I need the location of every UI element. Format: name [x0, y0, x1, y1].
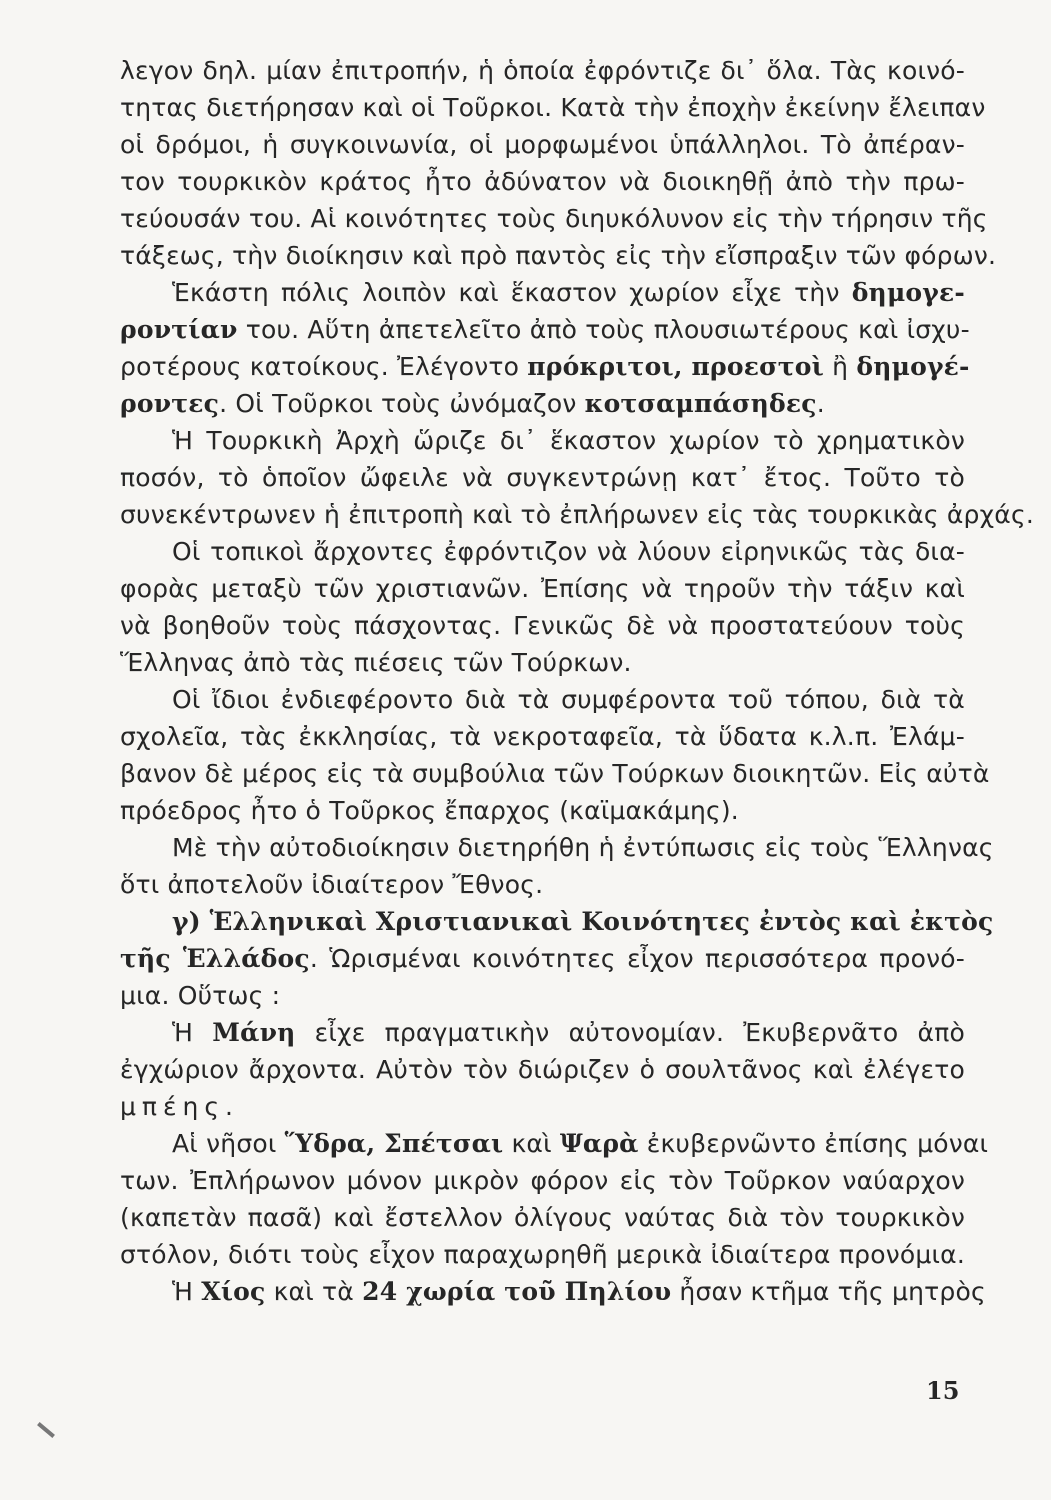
term-mani: Μάνη — [212, 1018, 296, 1047]
text-line: Ἡ Τουρκικὴ Ἀρχὴ ὥριζε δι᾽ ἕκαστον χωρίον τὸ χρηματικὸν — [172, 426, 965, 455]
term-demogerontes: δημογέ- — [856, 352, 970, 381]
paragraph-islands — [120, 1125, 989, 1273]
paragraph-chios — [120, 1273, 986, 1310]
text-line: (καπετὰν πασᾶ) καὶ ἔστελλον ὀλίγους ναύτας διὰ τὸν τουρκικὸν — [120, 1203, 965, 1232]
page-number: 15 — [926, 1376, 960, 1405]
scan-mark — [37, 1422, 55, 1438]
text-line: φορὰς μεταξὺ τῶν χριστιανῶν. Ἐπίσης νὰ τηροῦν τὴν τάξιν καὶ — [120, 574, 965, 603]
term-prokritoi: πρόκριτοι, προεστοὶ — [527, 352, 824, 381]
section-title: γ) Ἑλληνικαὶ Χριστιανικαὶ Κοινότητες ἐντὸς καὶ ἐκτὸς — [172, 907, 994, 936]
term-kotsampasides: κοτσαμπάσηδες — [584, 389, 817, 418]
text-line: Μὲ τὴν αὐτοδιοίκησιν διετηρήθη ἡ ἐντύπωσις εἰς τοὺς Ἕλληνας — [172, 833, 994, 862]
term-hydra-spetses: Ὕδρα, Σπέτσαι — [284, 1129, 504, 1158]
body-text — [120, 52, 1034, 1310]
text-line: οἱ δρόμοι, ἡ συγκοινωνία, οἱ μορφωμένοι ὑπάλληλοι. Τὸ ἀπέραν- — [120, 130, 965, 159]
text-line: τητας διετήρησαν καὶ οἱ Τοῦρκοι. Κατὰ τὴν ἐποχὴν ἐκείνην ἔλειπαν — [120, 93, 986, 122]
text-line: ἐγχώριον ἄρχοντα. Αὐτὸν τὸν διώριζεν ὁ σουλτᾶνος καὶ ἐλέγετο — [120, 1055, 965, 1084]
text-line: ροτέρους κατοίκους. Ἐλέγοντο πρόκριτοι, προεστοὶ ἢ δημογέ- — [120, 352, 970, 381]
text-line: συνεκέντρωνεν ἡ ἐπιτροπὴ καὶ τὸ ἐπλήρωνεν εἰς τὰς τουρκικὰς ἀρχάς. — [120, 500, 1034, 529]
term-chios: Χίος — [201, 1277, 266, 1306]
term-pelion-villages: 24 χωρία τοῦ Πηλίου — [362, 1277, 672, 1306]
text-line: Ἕλληνας ἀπὸ τὰς πιέσεις τῶν Τούρκων. — [120, 648, 632, 677]
text-line: τον τουρκικὸν κράτος ἦτο ἀδύνατον νὰ διοικηθῇ ἀπὸ τὴν πρω- — [120, 167, 965, 196]
text-line: Οἱ ἴδιοι ἐνδιεφέροντο διὰ τὰ συμφέροντα τοῦ τόπου, διὰ τὰ — [172, 685, 965, 714]
text-line: πρόεδρος ἦτο ὁ Τοῦρκος ἔπαρχος (καϊμακάμης). — [120, 796, 739, 825]
text-line: στόλον, διότι τοὺς εἶχον παραχωρηθῆ μερικὰ ἰδιαίτερα προνόμια. — [120, 1240, 965, 1269]
paragraph-6 — [120, 829, 994, 903]
paragraph-5 — [120, 681, 990, 829]
text-line: Ἡ Μάνη εἶχε πραγματικὴν αὐτονομίαν. Ἐκυβερνᾶτο ἀπὸ — [172, 1018, 965, 1047]
text-line: μια. Οὕτως : — [120, 981, 281, 1010]
paragraph-2 — [120, 274, 970, 422]
paragraph-1 — [120, 52, 997, 274]
text-line: Αἱ νῆσοι Ὕδρα, Σπέτσαι καὶ Ψαρὰ ἐκυβερνῶντο ἐπίσης μόναι — [172, 1129, 989, 1158]
text-line: των. Ἐπλήρωνον μόνον μικρὸν φόρον εἰς τὸν Τοῦρκον ναύαρχον — [120, 1166, 965, 1195]
text-line: ροντίαν του. Αὕτη ἀπετελεῖτο ἀπὸ τοὺς πλουσιωτέρους καὶ ἰσχυ- — [120, 315, 970, 344]
term-demogerontes-end: ροντες — [120, 389, 220, 418]
text-line: ὅτι ἀποτελοῦν ἰδιαίτερον Ἔθνος. — [120, 870, 544, 899]
text-line: βανον δὲ μέρος εἰς τὰ συμβούλια τῶν Τούρκων διοικητῶν. Εἰς αὐτὰ — [120, 759, 990, 788]
term-psara: Ψαρὰ — [559, 1129, 639, 1158]
text-line: Ἑκάστη πόλις λοιπὸν καὶ ἕκαστον χωρίον εἶχε τὴν δημογε- — [172, 278, 965, 307]
text-line: σχολεῖα, τὰς ἐκκλησίας, τὰ νεκροταφεῖα, τὰ ὕδατα κ.λ.π. Ἐλάμ- — [120, 722, 965, 751]
paragraph-mani — [120, 1014, 965, 1125]
text-line: Οἱ τοπικοὶ ἄρχοντες ἐφρόντιζον νὰ λύουν εἰρηνικῶς τὰς δια- — [172, 537, 965, 566]
term-demogerontia: δημογε- — [851, 278, 965, 307]
text-line: ροντες. Οἱ Τοῦρκοι τοὺς ὠνόμαζον κοτσαμπάσηδες. — [120, 389, 825, 418]
term-demogerontia-end: ροντίαν — [120, 315, 238, 344]
paragraph-4 — [120, 533, 965, 681]
text-line: νὰ βοηθοῦν τοὺς πάσχοντας. Γενικῶς δὲ νὰ προστατεύουν τοὺς — [120, 611, 965, 640]
text-line: τάξεως, τὴν διοίκησιν καὶ πρὸ παντὸς εἰς τὴν εἴσπραξιν τῶν φόρων. — [120, 241, 997, 270]
text-line: τῆς Ἑλλάδος. Ὡρισμέναι κοινότητες εἶχον περισσότερα προνό- — [120, 944, 965, 973]
text-line: ποσόν, τὸ ὁποῖον ὤφειλε νὰ συγκεντρώνῃ κατ᾽ ἔτος. Τοῦτο τὸ — [120, 463, 965, 492]
section-heading-c — [120, 903, 994, 1014]
text-line: τεύουσάν του. Αἱ κοινότητες τοὺς διηυκόλυνον εἰς τὴν τήρησιν τῆς — [120, 204, 988, 233]
section-title-end: τῆς Ἑλλάδος — [120, 944, 310, 973]
paragraph-3 — [120, 422, 1034, 533]
text-line: Ἡ Χίος καὶ τὰ 24 χωρία τοῦ Πηλίου ἦσαν κτῆμα τῆς μητρὸς — [172, 1277, 986, 1306]
text-line: λεγον δηλ. μίαν ἐπιτροπήν, ἡ ὁποία ἐφρόντιζε δι᾽ ὅλα. Τὰς κοινό- — [120, 56, 965, 85]
text-line: μπέης. — [120, 1092, 239, 1121]
